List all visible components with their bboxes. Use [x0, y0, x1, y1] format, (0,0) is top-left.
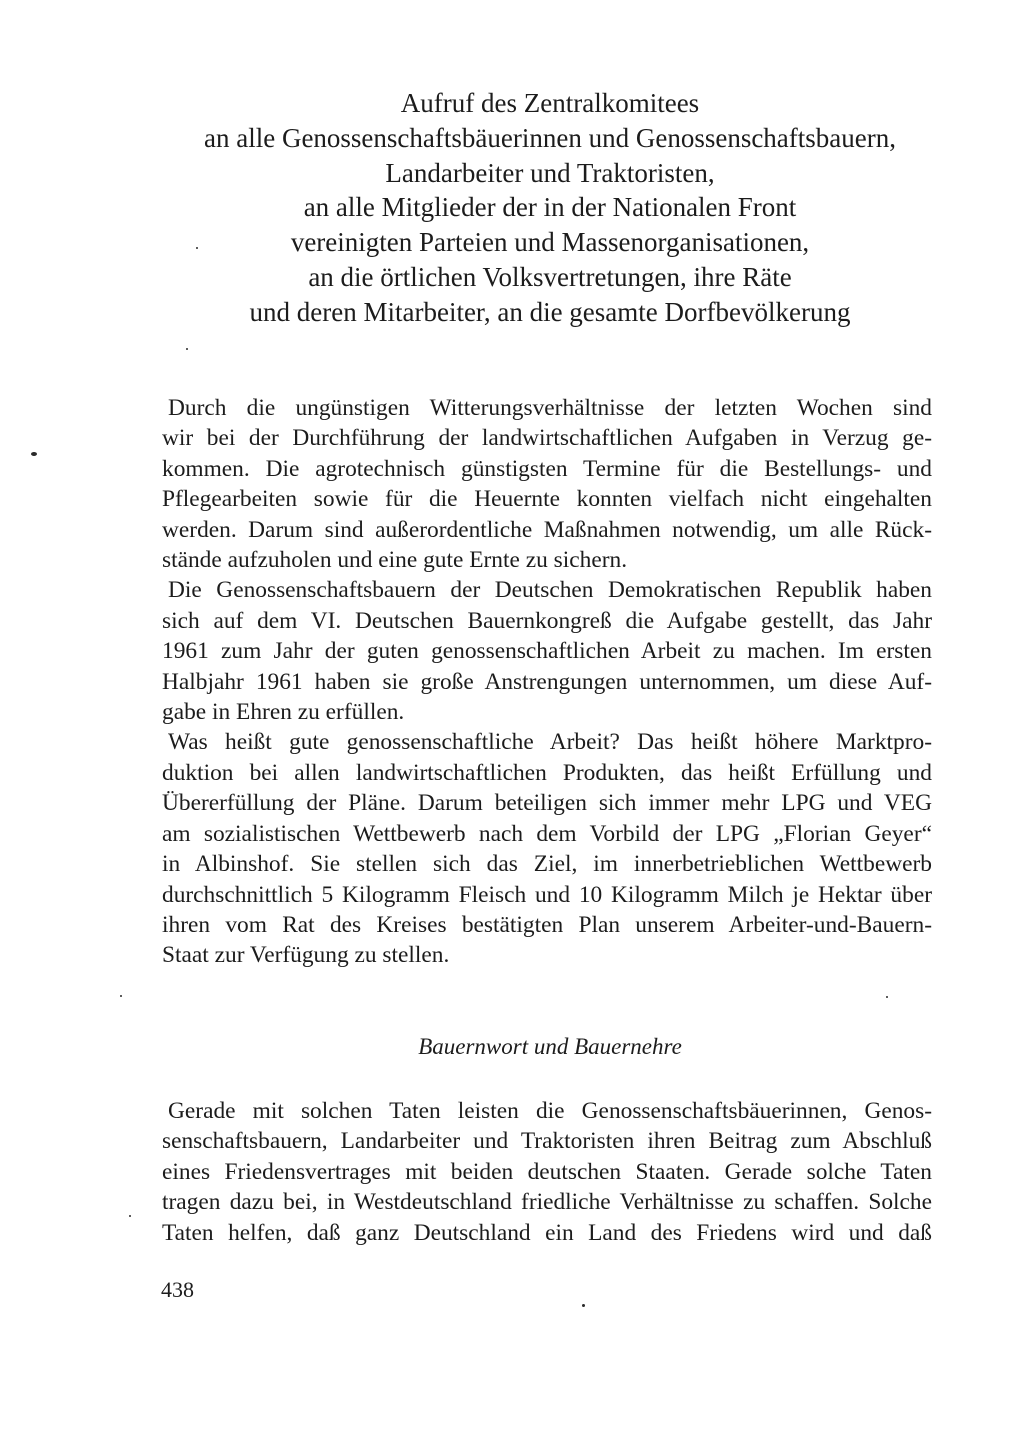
- text-line: 1961 zum Jahr der guten genossenschaftlichen Arbeit zu machen. Im ersten: [162, 638, 932, 665]
- text-line: ihren vom Rat des Kreises bestätigten Plan unserem Arbeiter-und-Bauern-: [162, 911, 932, 938]
- text-line: Durch die ungünstigen Witterungsverhältnisse der letzten Wochen sind: [168, 395, 932, 421]
- paragraph-3: [162, 727, 932, 970]
- section-subheading: Bauernwort und Bauernehre: [418, 1034, 682, 1059]
- scan-speck: [129, 1215, 131, 1217]
- page-number: 438: [161, 1277, 194, 1302]
- text-line: werden. Darum sind außerordentliche Maßnahmen notwendig, um alle Rück-: [162, 516, 932, 543]
- scan-speck: [186, 348, 188, 350]
- text-line: Pflegearbeiten sowie für die Heuernte konnten vielfach nicht eingehalten: [162, 486, 932, 513]
- text-line: sich auf dem VI. Deutschen Bauernkongreß die Aufgabe gestellt, das Jahr: [162, 607, 932, 634]
- text-line: gabe in Ehren zu erfüllen.: [162, 699, 405, 726]
- text-line: Die Genossenschaftsbauern der Deutschen Demokratischen Republik haben: [168, 577, 932, 604]
- text-line: am sozialistischen Wettbewerb nach dem Vorbild der LPG „Florian Geyer“: [162, 820, 932, 847]
- body-section-2: [162, 1096, 932, 1248]
- scan-speck: [120, 995, 122, 997]
- scan-speck: [582, 1304, 585, 1307]
- text-line: Gerade mit solchen Taten leisten die Genossenschaftsbäuerinnen, Genos-: [168, 1098, 932, 1124]
- text-line: Taten helfen, daß ganz Deutschland ein Land des Friedens wird und daß: [162, 1219, 932, 1246]
- title-line: Landarbeiter und Traktoristen,: [385, 157, 715, 188]
- body-section-1: [162, 393, 932, 971]
- title-line: an alle Genossenschaftsbäuerinnen und Genossenschaftsbauern,: [203, 122, 897, 153]
- scan-speck: [31, 452, 37, 456]
- paragraph-2: [162, 575, 932, 727]
- text-line: tragen dazu bei, in Westdeutschland friedliche Verhältnisse zu schaffen. Solche: [162, 1189, 932, 1216]
- text-line: senschaftsbauern, Landarbeiter und Traktoristen ihren Beitrag zum Abschluß: [162, 1128, 932, 1155]
- title-line: und deren Mitarbeiter, an die gesamte Dorfbevölkerung: [249, 296, 851, 327]
- text-line: Was heißt gute genossenschaftliche Arbeit? Das heißt höhere Marktpro-: [168, 729, 932, 756]
- text-line: Halbjahr 1961 haben sie große Anstrengungen unternommen, um diese Auf-: [162, 668, 932, 695]
- text-line: Staat zur Verfügung zu stellen.: [162, 942, 450, 969]
- title-line: an alle Mitglieder der in der Nationalen Front: [303, 192, 797, 223]
- scan-speck: [886, 996, 888, 998]
- paragraph-4: [162, 1096, 932, 1248]
- text-line: durchschnittlich 5 Kilogramm Fleisch und 10 Kilogramm Milch je Hektar über: [162, 881, 932, 908]
- text-line: Übererfüllung der Pläne. Darum beteiligen sich immer mehr LPG und VEG: [162, 790, 932, 817]
- title-line: Aufruf des Zentralkomitees: [400, 88, 700, 118]
- text-line: duktion bei allen landwirtschaftlichen Produkten, das heißt Erfüllung und: [162, 759, 932, 786]
- document-title: [150, 86, 950, 330]
- text-line: wir bei der Durchführung der landwirtschaftlichen Aufgaben in Verzug ge-: [162, 425, 932, 452]
- paragraph-1: [162, 393, 932, 575]
- text-line: stände aufzuholen und eine gute Ernte zu sichern.: [162, 547, 628, 574]
- title-line: vereinigten Parteien und Massenorganisationen,: [290, 227, 810, 258]
- text-line: in Albinshof. Sie stellen sich das Ziel, im innerbetrieblichen Wettbewerb: [162, 851, 932, 878]
- text-line: eines Friedensvertrages mit beiden deutschen Staaten. Gerade solche Taten: [162, 1158, 932, 1185]
- title-line: an die örtlichen Volksvertretungen, ihre Räte: [308, 261, 792, 292]
- scan-speck: [196, 247, 198, 249]
- text-line: kommen. Die agrotechnisch günstigsten Termine für die Bestellungs- und: [162, 455, 932, 482]
